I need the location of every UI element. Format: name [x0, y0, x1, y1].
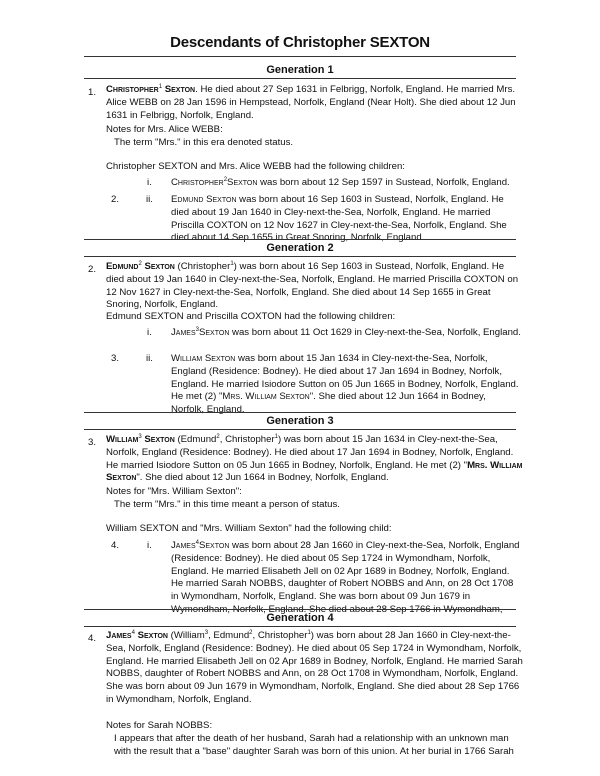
- child-name: Christopher: [171, 177, 224, 188]
- divider: [84, 78, 516, 79]
- parent-name: , Christopher: [252, 630, 308, 641]
- notes-header: Notes for "Mrs. William Sexton":: [106, 486, 242, 497]
- generation-superscript: 2: [216, 434, 220, 440]
- person-entry: [106, 434, 524, 485]
- notes-text: The term "Mrs." in this era denoted status.: [114, 136, 294, 148]
- generation-superscript: 4: [195, 540, 199, 546]
- person-name: Edmund: [106, 261, 139, 272]
- divider: [84, 609, 516, 610]
- generation-superscript: 1: [274, 434, 278, 440]
- child-roman: i.: [147, 177, 152, 188]
- child-number: 3.: [111, 353, 120, 364]
- child-entry: [171, 353, 521, 417]
- person-entry: [106, 84, 524, 122]
- child-roman: i.: [147, 327, 152, 338]
- person-name: William: [106, 434, 139, 445]
- child-name: Edmund Sexton: [171, 194, 237, 205]
- generation-superscript: 2: [138, 261, 142, 267]
- divider: [84, 429, 516, 430]
- divider: [84, 412, 516, 413]
- divider: [84, 626, 516, 627]
- generation-heading: Generation 2: [266, 242, 334, 254]
- divider: [84, 256, 516, 257]
- person-entry: [106, 630, 524, 707]
- children-intro: William SEXTON and "Mrs. William Sexton" had the following child:: [106, 523, 392, 534]
- generation-superscript: 3: [204, 630, 209, 636]
- child-entry: [171, 177, 521, 190]
- notes-header: Notes for Sarah NOBBS:: [106, 720, 213, 731]
- notes-block: [106, 486, 524, 512]
- children-intro: Christopher SEXTON and Mrs. Alice WEBB had the following children:: [106, 161, 405, 172]
- parent-name: (William: [167, 630, 205, 641]
- person-surname: Sexton: [144, 261, 175, 272]
- child-details: was born about 12 Sep 1597 in Sustead, Norfolk, England.: [257, 177, 510, 188]
- generation-superscript: 2: [249, 630, 253, 636]
- person-details: ) was born about 28 Jan 1660 in Cley-next-the-Sea, Norfolk, England (Residence: Bodney). He died about 05 Sep 1724 in Wymondham, Norfolk, England. He married Elisabeth Jell on 02 Apr 1689 in Bodney, Norfolk, England. He married Sarah NOBBS, daughter of Robert NOBBS and Ann, on 28 Oct 1708 in Wymondham, Norfolk, England. She was born about 09 Jun 1679 in Wymondham, Norfolk, England. She died about 28 Sep 1766 in Wymondham, Norfolk, England.: [106, 630, 523, 705]
- parent-name: , Christopher: [219, 434, 275, 445]
- person-surname: Sexton: [137, 630, 168, 641]
- generation-heading: Generation 4: [266, 612, 334, 624]
- person-surname: Sexton: [144, 434, 175, 445]
- parent-name: (Christopher: [174, 261, 231, 272]
- generation-superscript: 3: [138, 434, 142, 440]
- child-name: James: [171, 540, 196, 551]
- generation-heading: Generation 3: [266, 415, 334, 427]
- child-name: William Sexton: [171, 353, 236, 364]
- generation-superscript: 1: [158, 84, 163, 90]
- divider: [84, 239, 516, 240]
- parent-name: , Edmund: [208, 630, 250, 641]
- document-title: Descendants of Christopher SEXTON: [170, 34, 430, 51]
- entry-number: 3.: [88, 437, 97, 448]
- child-surname: Sexton: [198, 540, 230, 551]
- divider: [84, 56, 516, 57]
- child-details: was born about 16 Sep 1603 in Sustead, Norfolk, England. He died about 19 Jan 1640 in Cley-next-the-Sea, Norfolk, England. He married Priscilla COXTON on 12 Nov 1627 in Cley-next-the-Sea, Norfolk, England. She died about 14 Sep 1655 in Great Snoring, Norfolk, England.: [171, 194, 507, 244]
- generation-superscript: 1: [307, 630, 311, 636]
- child-details: was born about 11 Oct 1629 in Cley-next-the-Sea, Norfolk, England.: [229, 327, 521, 338]
- child-details: ". She died about 12 Jun 1664 in Bodney, Norfolk, England.: [171, 391, 486, 416]
- child-entry: [171, 540, 521, 617]
- child-name: James: [171, 327, 196, 338]
- child-roman: ii.: [146, 194, 153, 205]
- entry-number: 2.: [88, 264, 97, 275]
- person-entry: [106, 261, 524, 312]
- notes-block: [106, 720, 524, 758]
- child-roman: ii.: [146, 353, 153, 364]
- child-roman: i.: [147, 540, 152, 551]
- entry-number: 4.: [88, 633, 97, 644]
- person-details: ) was born about 16 Sep 1603 in Sustead, Norfolk, England. He died about 19 Jan 1640 in Cley-next-the-Sea, Norfolk, England. He married Priscilla COXTON on 12 Nov 1627 in Cley-next-the-Sea, Norfolk, England. She died about 14 Sep 1655 in Great Snoring, Norfolk, England.: [106, 261, 519, 311]
- child-surname: Sexton: [198, 327, 230, 338]
- person-details: ) was born about 15 Jan 1634 in Cley-next-the-Sea, Norfolk, England (Residence: Bodney). He died about 17 Jan 1694 in Bodney, Norfolk, England. He married Isiodore Sutton on 05 Jun 1665 in Bodney, Norfolk, England. He met (2) ": [106, 434, 514, 471]
- person-name: James: [106, 630, 132, 641]
- notes-text: I appears that after the death of her husband, Sarah had a relationship with an unknown man with the result that a "base" daughter Sarah was born of this union. At her burial in 1766 Sarah: [114, 732, 514, 757]
- child-entry: [171, 194, 521, 245]
- child-surname: Sexton: [227, 177, 258, 188]
- person-details: . He died about 27 Sep 1631 in Felbrigg, Norfolk, England. He married Mrs. Alice WEBB on 28 Jan 1596 in Hempstead, Norfolk, England (Near Holt). She died about 12 Jun 1631 in Felbrigg, Norfolk, England.: [106, 84, 516, 121]
- child-details: was born about 15 Jan 1634 in Cley-next-the-Sea, Norfolk, England (Residence: Bodney). He died about 17 Jan 1694 in Bodney, Norfolk, England. He married Isiodore Sutton on 05 Jun 1665 in Bodney, Norfolk, England. He met (2) ": [171, 353, 519, 403]
- generation-superscript: 3: [195, 327, 199, 333]
- notes-header: Notes for Mrs. Alice WEBB:: [106, 124, 223, 135]
- person-surname: Sexton: [164, 84, 196, 95]
- spouse-name: Mrs. William Sexton: [106, 459, 523, 484]
- child-details: was born about 28 Jan 1660 in Cley-next-the-Sea, Norfolk, England (Residence: Bodney). He died about 05 Sep 1724 in Wymondham, Norfolk, England. He married Elisabeth Jell on 02 Apr 1689 in Bodney, Norfolk, England. He married Sarah NOBBS, daughter of Robert NOBBS and Ann, on 28 Oct 1708 in Wymondham, Norfolk, England. She was born about 09 Jun 1679 in Wymondham, Norfolk, England. She died about 28 Sep 1766 in Wymondham,: [171, 540, 520, 615]
- generation-heading: Generation 1: [266, 64, 334, 76]
- spouse-name: Mrs. William Sexton: [222, 391, 310, 403]
- child-number: 2.: [111, 194, 120, 205]
- children-intro: Edmund SEXTON and Priscilla COXTON had the following children:: [106, 311, 396, 322]
- person-name: Christopher: [106, 84, 159, 95]
- child-entry: [171, 327, 521, 340]
- notes-block: [106, 124, 524, 150]
- entry-number: 1.: [88, 87, 97, 98]
- generation-superscript: 2: [223, 177, 228, 183]
- generation-superscript: 4: [131, 630, 135, 636]
- person-details: ". She died about 12 Jun 1664 in Bodney, Norfolk, England.: [136, 472, 389, 484]
- generation-superscript: 1: [230, 261, 234, 267]
- notes-text: The term "Mrs." in this time meant a person of status.: [114, 498, 340, 510]
- parent-name: (Edmund: [174, 434, 217, 445]
- child-number: 4.: [111, 540, 120, 551]
